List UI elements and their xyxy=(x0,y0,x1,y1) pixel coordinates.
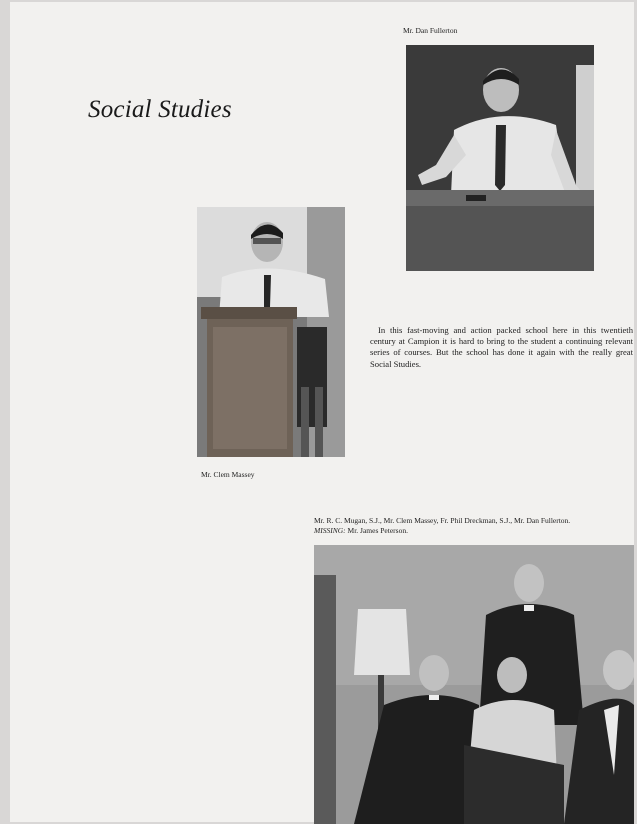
group-caption-missing-label: MISSING: xyxy=(314,526,346,535)
body-paragraph: In this fast-moving and action packed school here in this twentieth century at Campion it is hard to bring to the student a continuing relevant series of courses. But the school has done it again with the really great Social Studies. xyxy=(370,325,633,369)
photo-caption-massey: Mr. Clem Massey xyxy=(201,470,255,479)
photo-faculty-group xyxy=(314,545,634,824)
group-caption-names: Mr. R. C. Mugan, S.J., Mr. Clem Massey, Fr. Phil Dreckman, S.J., Mr. Dan Fullerton. xyxy=(314,516,571,525)
photo-dan-fullerton xyxy=(406,45,594,271)
group-photo-caption xyxy=(314,516,594,536)
photo-clem-massey xyxy=(197,207,345,457)
page-title: Social Studies xyxy=(88,96,232,123)
photo-caption-fullerton: Mr. Dan Fullerton xyxy=(403,26,458,35)
group-caption-missing-name: Mr. James Peterson. xyxy=(347,526,408,535)
